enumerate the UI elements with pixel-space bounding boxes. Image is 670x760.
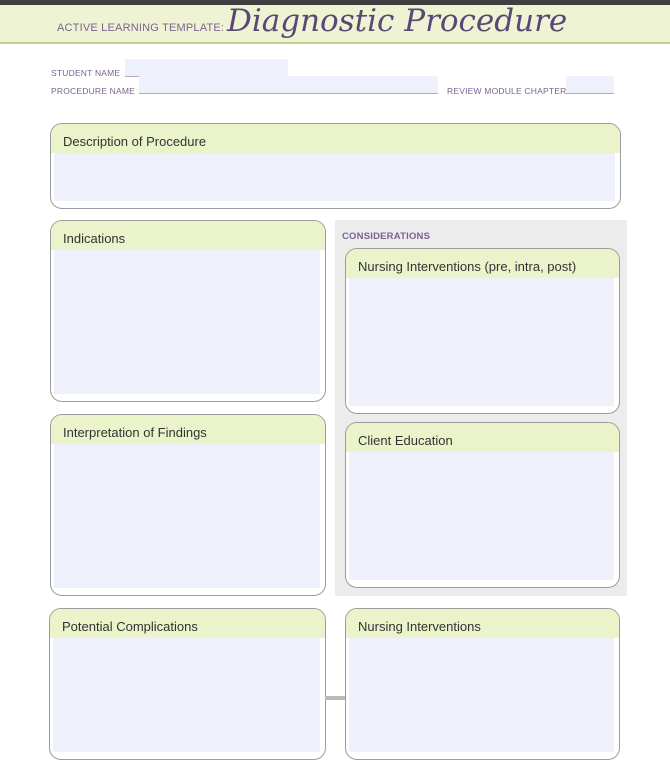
nursing-interventions-ppp-header [346,249,619,278]
interpretation-title: Interpretation of Findings [63,425,207,440]
nursing-interventions-ppp-box [345,248,620,414]
student-name-label: STUDENT NAME [51,68,121,78]
nursing-interventions-field[interactable] [349,638,614,752]
page-header [0,5,670,44]
potential-complications-title: Potential Complications [62,619,198,634]
client-education-box [345,422,620,588]
potential-complications-field[interactable] [53,638,320,752]
description-field[interactable] [54,153,615,201]
procedure-name-field[interactable] [139,76,438,94]
interpretation-box [50,414,326,596]
indications-field[interactable] [54,250,320,394]
nursing-interventions-ppp-field[interactable] [349,278,614,406]
interpretation-header [51,415,325,444]
student-name-field[interactable] [125,59,288,77]
interpretation-field[interactable] [54,444,320,588]
client-education-header [346,423,619,452]
client-education-field[interactable] [349,452,614,580]
potential-complications-header [50,609,325,638]
nursing-interventions-ppp-title: Nursing Interventions (pre, intra, post) [358,259,577,274]
indications-header [51,221,325,250]
nursing-interventions-box [345,608,620,760]
indications-box [50,220,326,402]
description-header [51,124,620,153]
considerations-label: CONSIDERATIONS [342,231,431,242]
indications-title: Indications [63,231,126,246]
description-box [50,123,621,209]
review-module-label: REVIEW MODULE CHAPTER [447,86,567,96]
client-education-title: Client Education [358,433,453,448]
nursing-interventions-header [346,609,619,638]
connector-line [325,696,345,700]
procedure-name-label: PROCEDURE NAME [51,86,136,96]
potential-complications-box [49,608,326,760]
description-title: Description of Procedure [63,134,207,149]
review-module-field[interactable] [566,76,614,94]
nursing-interventions-title: Nursing Interventions [358,619,481,634]
page-title: Diagnostic Procedure [227,3,568,39]
template-label: ACTIVE LEARNING TEMPLATE: [57,22,225,34]
